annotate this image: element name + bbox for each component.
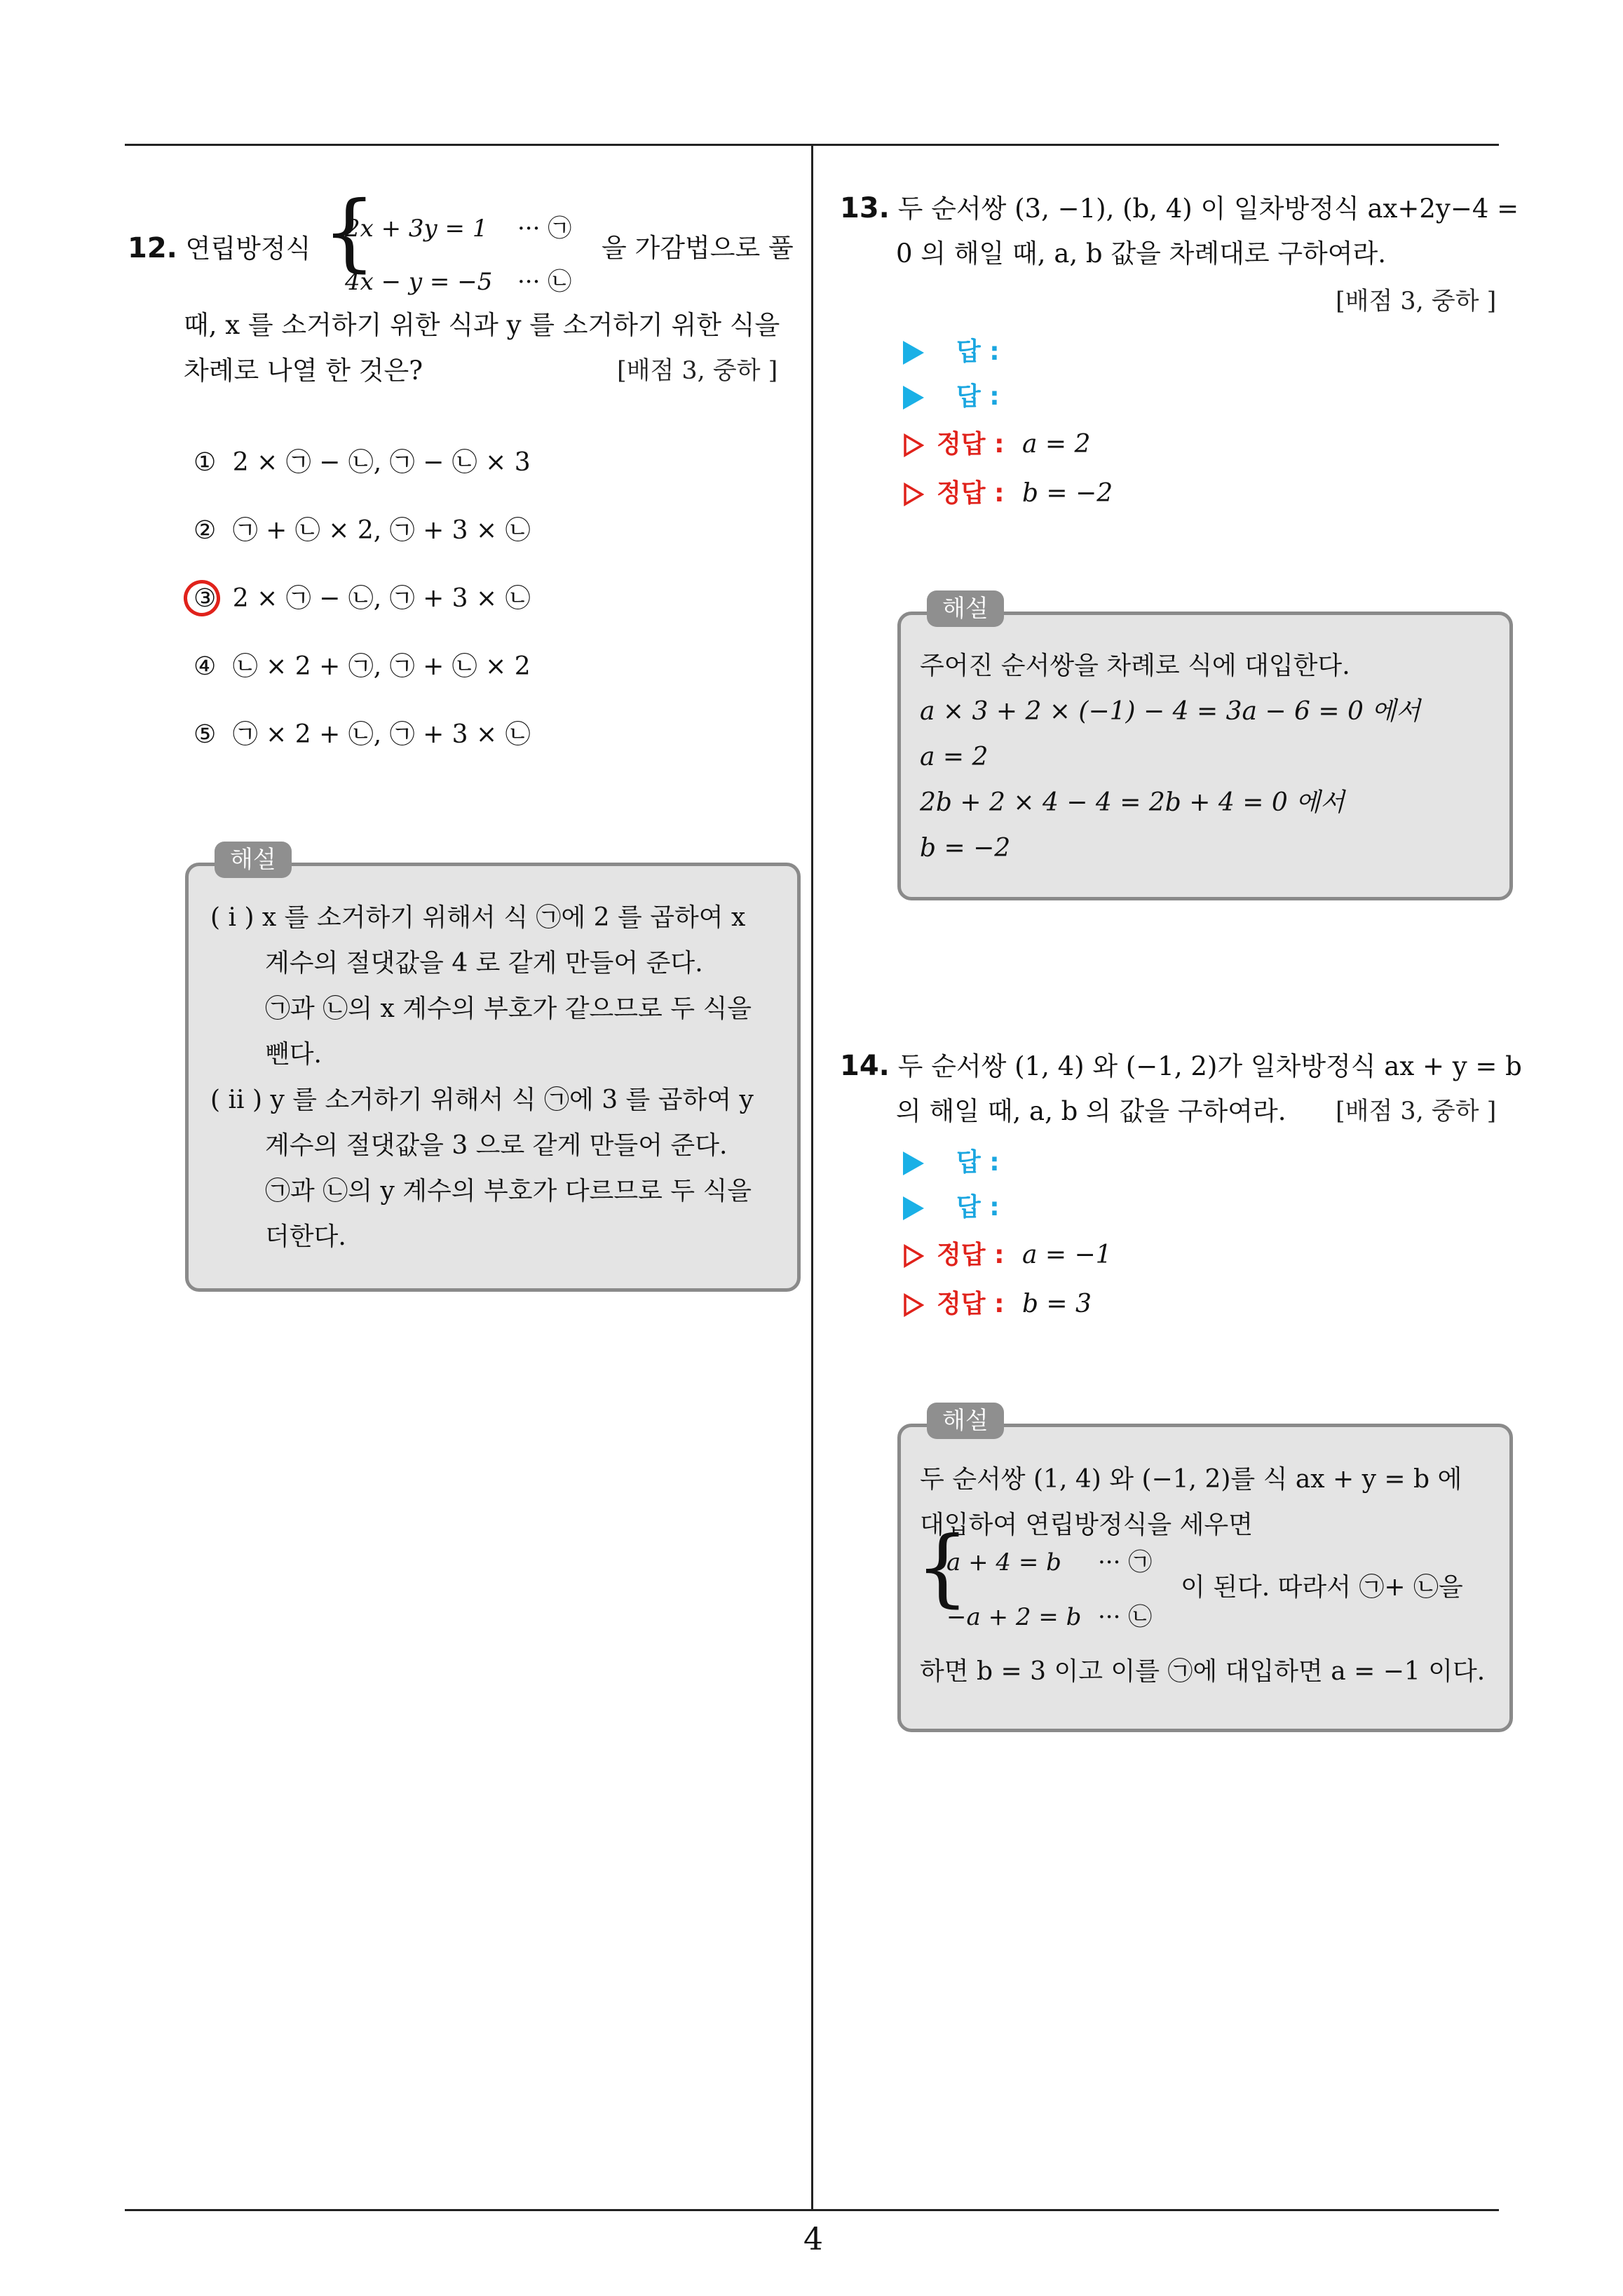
explanation-line: 뺀다. [265, 1040, 322, 1069]
question-text-line1: 두 순서쌍 (1, 4) 와 (−1, 2)가 일차방정식 ax + y = b [897, 1051, 1522, 1081]
question-meta: [배점 3, 중하 ] [1336, 1098, 1497, 1126]
bottom-rule [125, 2209, 1499, 2211]
choice-number: ⑤ [193, 720, 217, 749]
correct-answer-row-2 [903, 474, 1113, 513]
correct-answer-value: a = 2 [1021, 430, 1091, 459]
question-number: 12. [128, 232, 177, 264]
explanation-line: ㉠과 ㉡의 x 계수의 부호가 같으므로 두 식을 [265, 994, 752, 1023]
answer-label: 답 : [956, 337, 1000, 366]
system-brace: { [322, 184, 376, 281]
outline-arrow-icon [903, 482, 924, 506]
system-brace: { [916, 1519, 970, 1616]
outline-arrow-icon [903, 1244, 924, 1268]
answer-row-2[interactable] [903, 377, 1000, 417]
correct-answer-value: b = −2 [1021, 479, 1113, 508]
choice-text: ㉠ × 2 + ㉡, ㉠ + 3 × ㉡ [232, 720, 531, 749]
correct-answer-row-2 [903, 1285, 1092, 1324]
question-number: 13. [840, 192, 890, 224]
explanation-tab: 해설 [927, 1403, 1004, 1439]
play-arrow-icon [903, 1196, 924, 1220]
question-text-line1: 두 순서쌍 (3, −1), (b, 4) 이 일차방정식 ax+2y−4 = [897, 194, 1519, 224]
choice-number: ① [193, 448, 217, 477]
explanation-line: 주어진 순서쌍을 차례로 식에 대입한다. [920, 651, 1350, 680]
correct-answer-label: 정답 : [937, 430, 1005, 459]
correct-answer-label: 정답 : [937, 1290, 1005, 1318]
question-text-line2: 0 의 해일 때, a, b 값을 차례대로 구하여라. [896, 238, 1387, 269]
choice-text: ㉠ + ㉡ × 2, ㉠ + 3 × ㉡ [232, 516, 531, 545]
explanation-line: a = 2 [920, 743, 989, 771]
question-meta: [배점 3, 중하 ] [617, 357, 778, 385]
choice-text: ㉡ × 2 + ㉠, ㉠ + ㉡ × 2 [232, 652, 531, 681]
system-equation-2: 4x − y = −5 [345, 268, 493, 296]
correct-answer-label: 정답 : [937, 479, 1005, 508]
play-arrow-icon [903, 386, 924, 410]
page-number: 4 [803, 2222, 823, 2257]
system-equation-2-tag: ··· ㉡ [517, 268, 572, 296]
explanation-line: 이 된다. 따라서 ㉠+ ㉡을 [1181, 1573, 1463, 1602]
explanation-line: ( ii ) y 를 소거하기 위해서 식 ㉠에 3 를 곱하여 y [210, 1086, 754, 1114]
question-text-line3: 차례로 나열 한 것은? [184, 356, 423, 386]
choice-text: 2 × ㉠ − ㉡, ㉠ + 3 × ㉡ [232, 584, 531, 613]
explanation-line: 계수의 절댓값을 4 로 같게 만들어 준다. [265, 949, 703, 978]
explanation-line: 2b + 2 × 4 − 4 = 2b + 4 = 0 에서 [920, 788, 1345, 817]
system-equation-2: −a + 2 = b [946, 1603, 1082, 1631]
choice-number: ③ [193, 584, 217, 613]
correct-answer-value: b = 3 [1021, 1290, 1092, 1318]
choice-3[interactable] [193, 581, 531, 616]
choice-5[interactable] [193, 717, 531, 752]
column-divider [811, 144, 813, 2210]
question-meta: [배점 3, 중하 ] [1336, 288, 1497, 316]
play-arrow-icon [903, 1152, 924, 1175]
explanation-line: 더한다. [265, 1222, 346, 1251]
correct-answer-row-1 [903, 425, 1090, 464]
system-equation-1: a + 4 = b [946, 1548, 1061, 1576]
question-number: 14. [840, 1050, 890, 1082]
choice-4[interactable] [193, 649, 531, 684]
question-text-cont: 을 가감법으로 풀 [602, 233, 794, 263]
answer-label: 답 : [956, 1148, 1000, 1177]
system-equation-1: 2x + 3y = 1 [345, 215, 488, 243]
correct-answer-row-1 [903, 1236, 1112, 1275]
outline-arrow-icon [903, 433, 924, 457]
explanation-tab: 해설 [927, 590, 1004, 627]
answer-row-1[interactable] [903, 1143, 1000, 1182]
question-text-line2: 의 해일 때, a, b 의 값을 구하여라. [896, 1096, 1286, 1126]
explanation-line: 하면 b = 3 이고 이를 ㉠에 대입하면 a = −1 이다. [920, 1657, 1486, 1686]
answer-row-2[interactable] [903, 1188, 1000, 1227]
answer-row-1[interactable] [903, 332, 1000, 372]
answer-label: 답 : [956, 382, 1000, 411]
system-equation-1-tag: ··· ㉠ [1098, 1548, 1153, 1576]
explanation-line: 계수의 절댓값을 3 으로 같게 만들어 준다. [265, 1131, 728, 1160]
answer-label: 답 : [956, 1193, 1000, 1222]
correct-answer-value: a = −1 [1021, 1241, 1112, 1269]
system-equation-2-tag: ··· ㉡ [1098, 1603, 1153, 1631]
explanation-line: a × 3 + 2 × (−1) − 4 = 3a − 6 = 0 에서 [920, 697, 1420, 726]
explanation-line: ( i ) x 를 소거하기 위해서 식 ㉠에 2 를 곱하여 x [210, 903, 746, 932]
question-text-line2: 때, x 를 소거하기 위한 식과 y 를 소거하기 위한 식을 [184, 310, 780, 340]
play-arrow-icon [903, 341, 924, 365]
system-equation-1-tag: ··· ㉠ [517, 215, 572, 243]
outline-arrow-icon [903, 1293, 924, 1317]
choice-1[interactable] [193, 445, 531, 480]
choice-2[interactable] [193, 513, 531, 548]
explanation-line: b = −2 [920, 834, 1011, 863]
explanation-line: ㉠과 ㉡의 y 계수의 부호가 다르므로 두 식을 [265, 1177, 752, 1206]
choice-number: ② [193, 516, 217, 545]
question-lead: 연립방정식 [185, 234, 311, 264]
choice-number: ④ [193, 652, 217, 681]
explanation-tab: 해설 [215, 842, 292, 878]
correct-answer-label: 정답 : [937, 1241, 1005, 1269]
explanation-line: 두 순서쌍 (1, 4) 와 (−1, 2)를 식 ax + y = b 에 [920, 1465, 1462, 1494]
choice-text: 2 × ㉠ − ㉡, ㉠ − ㉡ × 3 [232, 448, 531, 477]
explanation-line: 대입하여 연립방정식을 세우면 [920, 1511, 1253, 1539]
